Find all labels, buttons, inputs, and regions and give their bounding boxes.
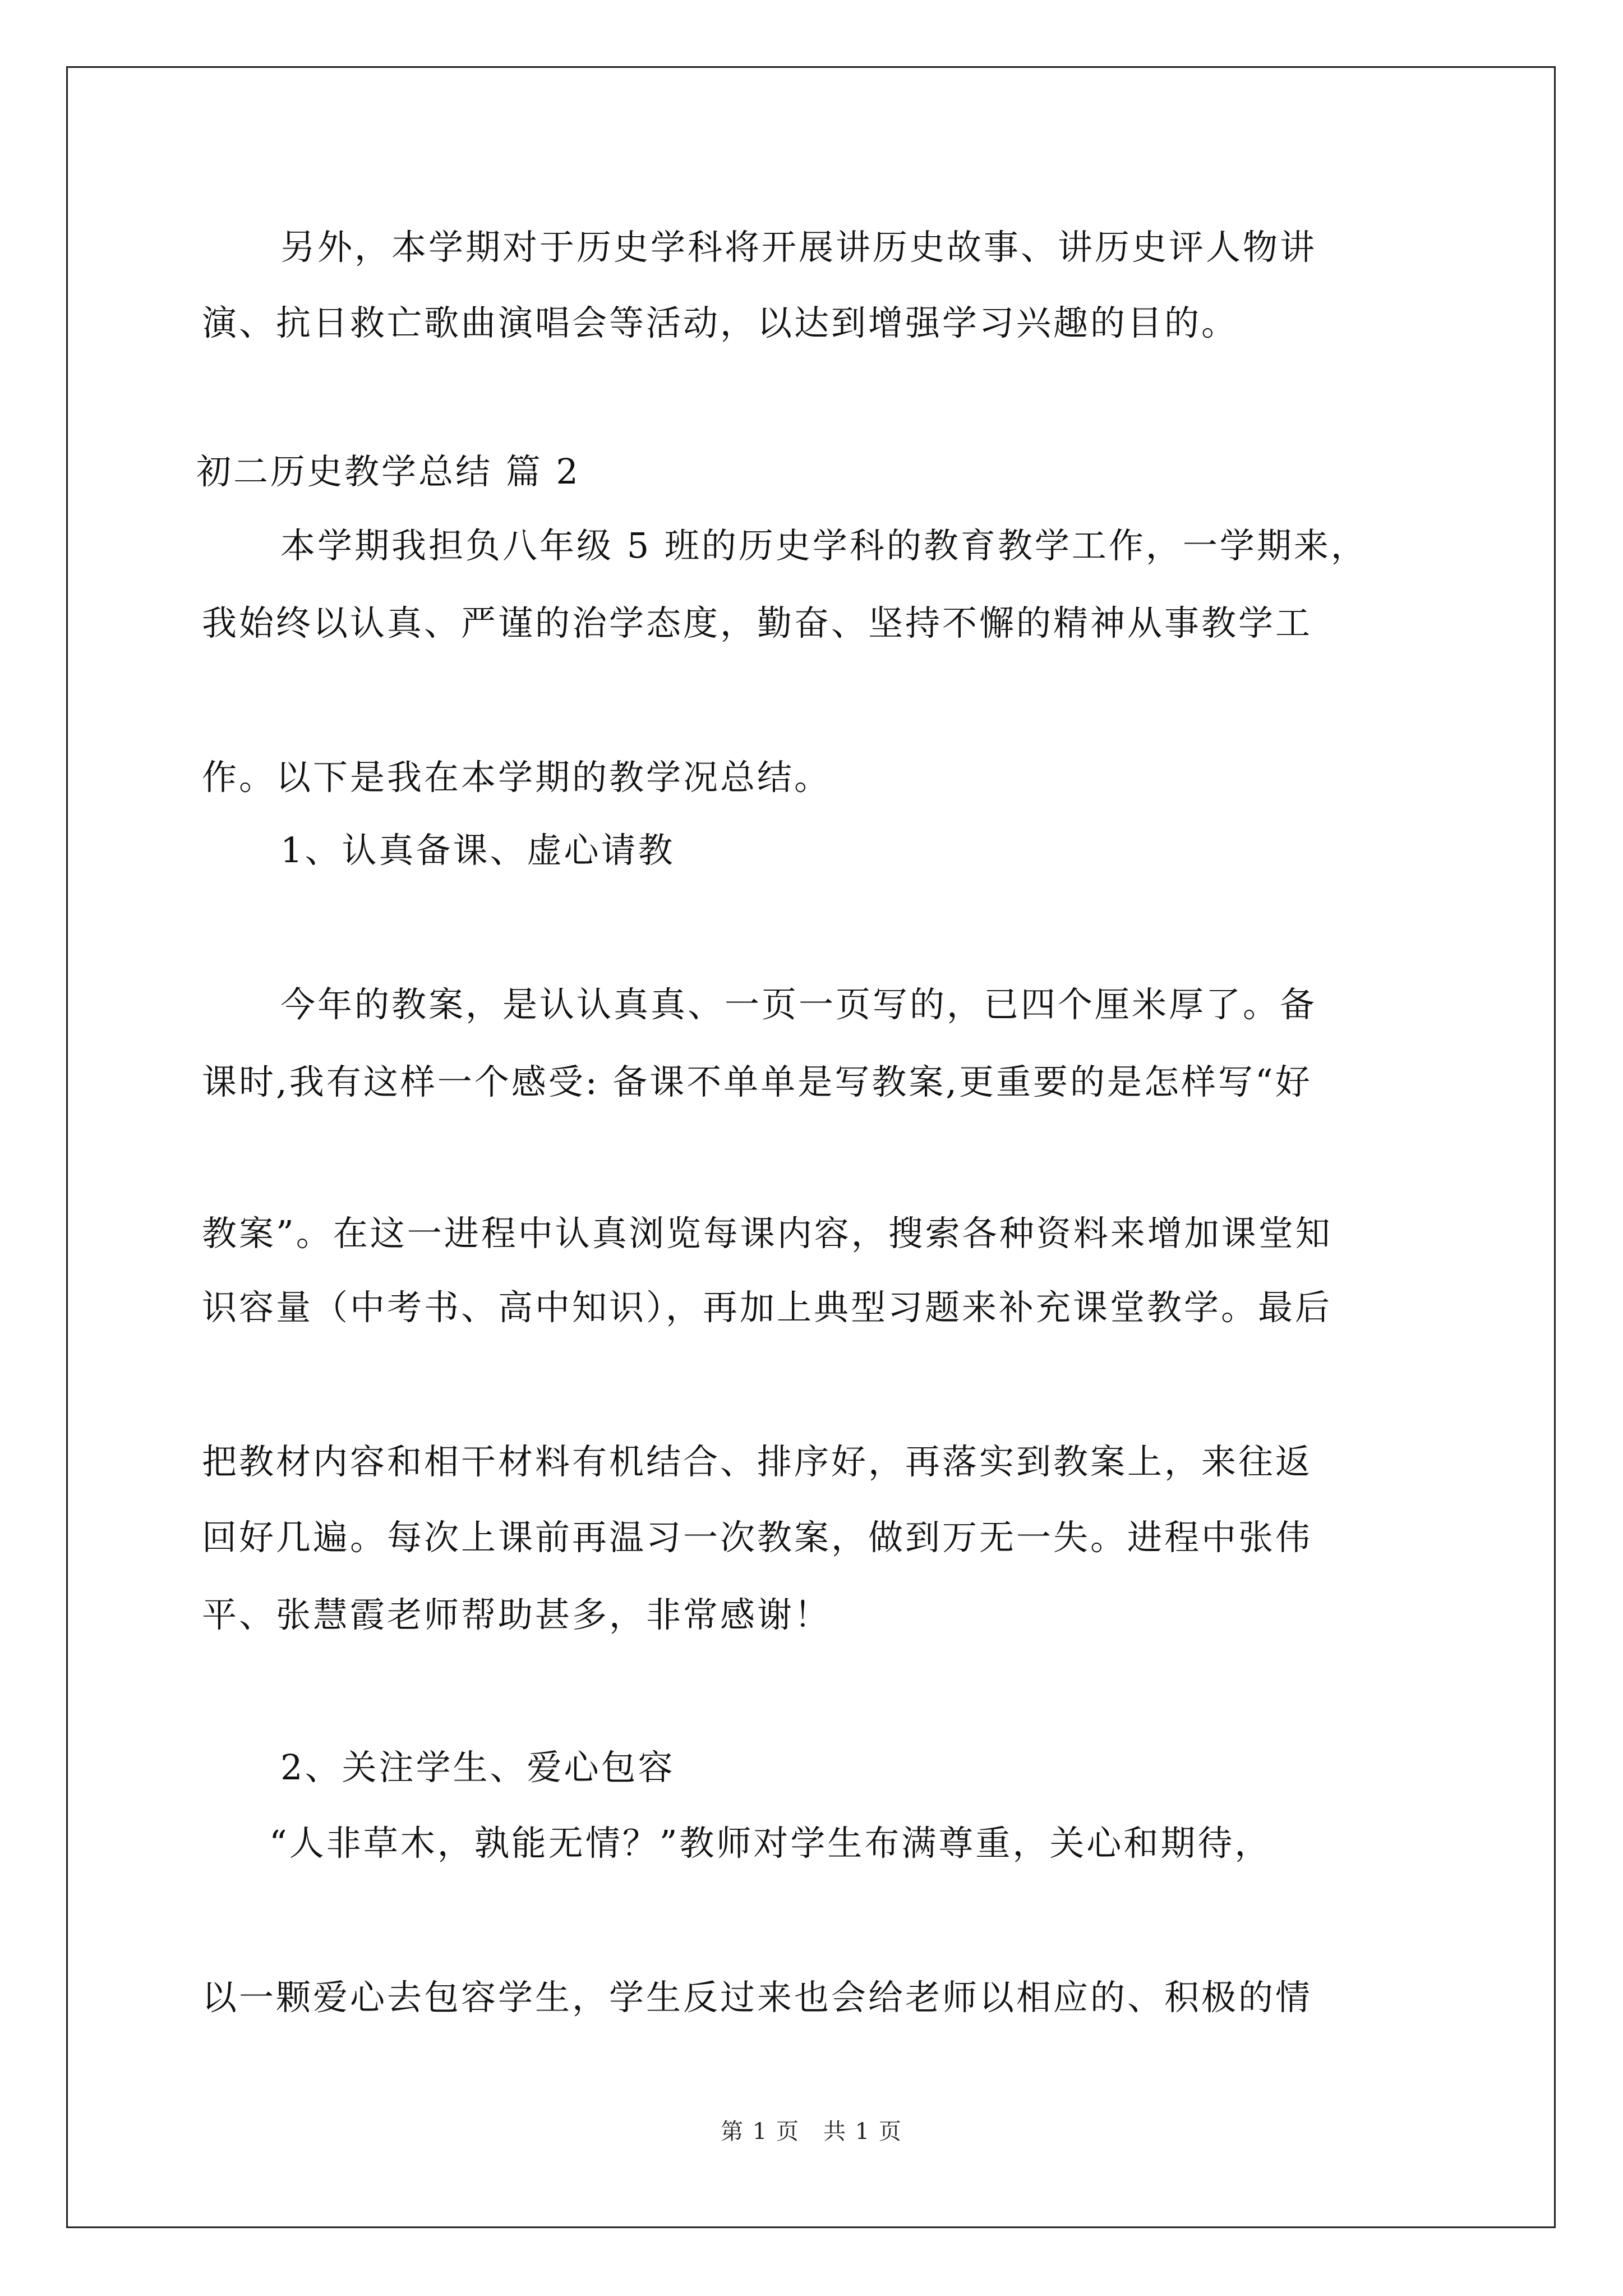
paragraph-line: 以一颗爱心去包容学生，学生反过来也会给老师以相应的、积极的情: [202, 1977, 1313, 2018]
paragraph-line: 本学期我担负八年级 5 班的历史学科的教育教学工作，一学期来，: [280, 525, 1368, 566]
paragraph-line: “人非草木，孰能无情？”教师对学生布满尊重，关心和期待，: [269, 1823, 1272, 1864]
paragraph-line: 课时,我有这样一个感受: 备课不单单是写教案,更重要的是怎样写“好: [202, 1061, 1312, 1102]
paragraph-line: 教案”。在这一进程中认真浏览每课内容，搜索各种资料来增加课堂知: [202, 1213, 1332, 1254]
paragraph-line: 另外，本学期对于历史学科将开展讲历史故事、讲历史评人物讲: [280, 227, 1317, 268]
paragraph-line: 回好几遍。每次上课前再温习一次教案，做到万无一失。进程中张伟: [202, 1517, 1313, 1558]
paragraph-line: 把教材内容和相干材料有机结合、排序好，再落实到教案上，来往返: [202, 1441, 1313, 1482]
paragraph-line: 作。以下是我在本学期的教学况总结。: [202, 757, 832, 798]
paragraph-line: 今年的教案，是认认真真、一页一页写的，已四个厘米厚了。备: [280, 984, 1317, 1025]
page-border: [66, 66, 1556, 2228]
paragraph-line: 识容量（中考书、高中知识），再加上典型习题来补充课堂教学。最后: [202, 1287, 1332, 1328]
page-number-footer: 第 1 页 共 1 页: [721, 2119, 902, 2145]
section-heading: 初二历史教学总结 篇 2: [196, 451, 580, 492]
subheading: 1、认真备课、虚心请教: [280, 830, 675, 871]
subheading: 2、关注学生、爱心包容: [280, 1747, 675, 1788]
paragraph-line: 平、张慧霞老师帮助甚多，非常感谢！: [202, 1594, 832, 1635]
paragraph-line: 我始终以认真、严谨的治学态度，勤奋、坚持不懈的精神从事教学工: [202, 602, 1313, 643]
paragraph-line: 演、抗日救亡歌曲演唱会等活动，以达到增强学习兴趣的目的。: [202, 302, 1239, 343]
